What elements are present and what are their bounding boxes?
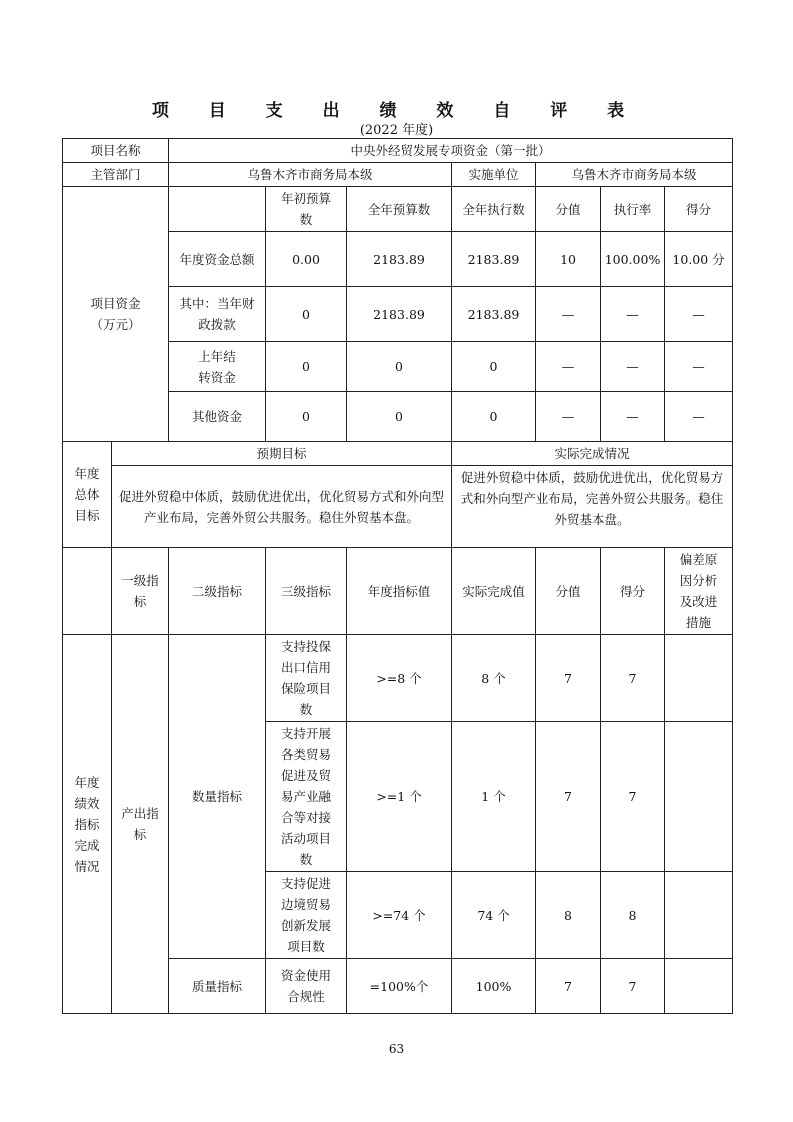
funds-header: 全年执行数 [452,187,536,232]
indicators-header-empty [63,548,112,635]
funds-cell: — [601,342,665,392]
indicators-header: 年度指标值 [347,548,452,635]
indicator-score-value: 8 [536,872,601,959]
funds-header: 全年预算数 [347,187,452,232]
indicator-target: >=1 个 [347,722,452,872]
indicator-name: 资金使用 合规性 [266,959,347,1014]
funds-row-name: 其他资金 [169,392,266,442]
funds-cell: 10 [536,232,601,287]
indicator-score: 7 [601,722,665,872]
indicator-target: =100%个 [347,959,452,1014]
level1-indicator: 产出指 标 [112,635,169,1014]
quality-indicator: 质量指标 [169,959,266,1014]
funds-cell: 0.00 [266,232,347,287]
funds-cell: 0 [266,287,347,342]
indicators-header: 实际完成值 [452,548,536,635]
actual-goal-header: 实际完成情况 [452,442,733,466]
funds-row-name: 其中：当年财 政拨款 [169,287,266,342]
page-number: 63 [388,1042,405,1056]
impl-label: 实施单位 [452,163,536,187]
indicators-header: 三级指标 [266,548,347,635]
expected-goal-header: 预期目标 [112,442,452,466]
funds-cell: 2183.89 [347,232,452,287]
indicators-section-label: 年度 绩效 指标 完成 情况 [63,635,112,1014]
funds-row-name: 上年结 转资金 [169,342,266,392]
funds-label: 项目资金 （万元） [63,187,169,442]
indicator-note [665,959,733,1014]
project-name-label: 项目名称 [63,139,169,163]
indicator-target: >=8 个 [347,635,452,722]
indicators-header: 分值 [536,548,601,635]
indicator-score: 7 [601,635,665,722]
funds-cell: 0 [266,342,347,392]
funds-cell: 10.00 分 [665,232,733,287]
indicator-score-value: 7 [536,959,601,1014]
funds-cell: 0 [347,342,452,392]
self-evaluation-table [62,138,733,1014]
indicator-score: 7 [601,959,665,1014]
funds-header: 分值 [536,187,601,232]
funds-cell: 0 [452,342,536,392]
indicator-score: 8 [601,872,665,959]
funds-cell: 2183.89 [452,287,536,342]
funds-cell: 0 [266,392,347,442]
funds-cell: — [601,287,665,342]
page-title: 项 目 支 出 绩 效 自 评 表 [151,101,642,121]
funds-cell: 2183.89 [347,287,452,342]
indicator-actual: 100% [452,959,536,1014]
quantity-indicator: 数量指标 [169,635,266,959]
indicators-header: 偏差原 因分析 及改进 措施 [665,548,733,635]
indicator-note [665,635,733,722]
goals-label: 年度 总体 目标 [63,442,112,548]
indicators-header: 得分 [601,548,665,635]
dept-value: 乌鲁木齐市商务局本级 [169,163,452,187]
funds-cell: — [601,392,665,442]
indicators-header: 二级指标 [169,548,266,635]
indicator-actual: 74 个 [452,872,536,959]
funds-cell: 100.00% [601,232,665,287]
indicators-header: 一级指 标 [112,548,169,635]
funds-cell: — [665,342,733,392]
indicator-actual: 8 个 [452,635,536,722]
funds-header: 执行率 [601,187,665,232]
funds-cell: 0 [452,392,536,442]
funds-header: 得分 [665,187,733,232]
project-name-value: 中央外经贸发展专项资金（第一批） [169,139,733,163]
indicator-target: >=74 个 [347,872,452,959]
indicator-note [665,722,733,872]
funds-cell: — [536,392,601,442]
indicator-score-value: 7 [536,635,601,722]
indicator-name: 支持开展 各类贸易 促进及贸 易产业融 合等对接 活动项目 数 [266,722,347,872]
indicator-score-value: 7 [536,722,601,872]
funds-row-name: 年度资金总额 [169,232,266,287]
funds-cell: 0 [347,392,452,442]
indicator-name: 支持投保 出口信用 保险项目 数 [266,635,347,722]
funds-cell: 2183.89 [452,232,536,287]
funds-cell: — [665,287,733,342]
funds-header: 年初预算 数 [266,187,347,232]
dept-label: 主管部门 [63,163,169,187]
funds-cell: — [536,287,601,342]
expected-goal-text: 促进外贸稳中体质，鼓励优进优出，优化贸易方式和外向型产业布局，完善外贸公共服务。稳住外贸基本盘。 [112,466,452,548]
actual-goal-text: 促进外贸稳中体质，鼓励优进优出，优化贸易方式和外向型产业布局，完善外贸公共服务。稳住外贸基本盘。 [452,466,733,548]
funds-cell: — [536,342,601,392]
indicator-note [665,872,733,959]
indicator-actual: 1 个 [452,722,536,872]
indicator-name: 支持促进 边境贸易 创新发展 项目数 [266,872,347,959]
funds-cell: — [665,392,733,442]
impl-value: 乌鲁木齐市商务局本级 [536,163,733,187]
funds-header-empty [169,187,266,232]
year-label: (2022 年度) [359,123,434,138]
